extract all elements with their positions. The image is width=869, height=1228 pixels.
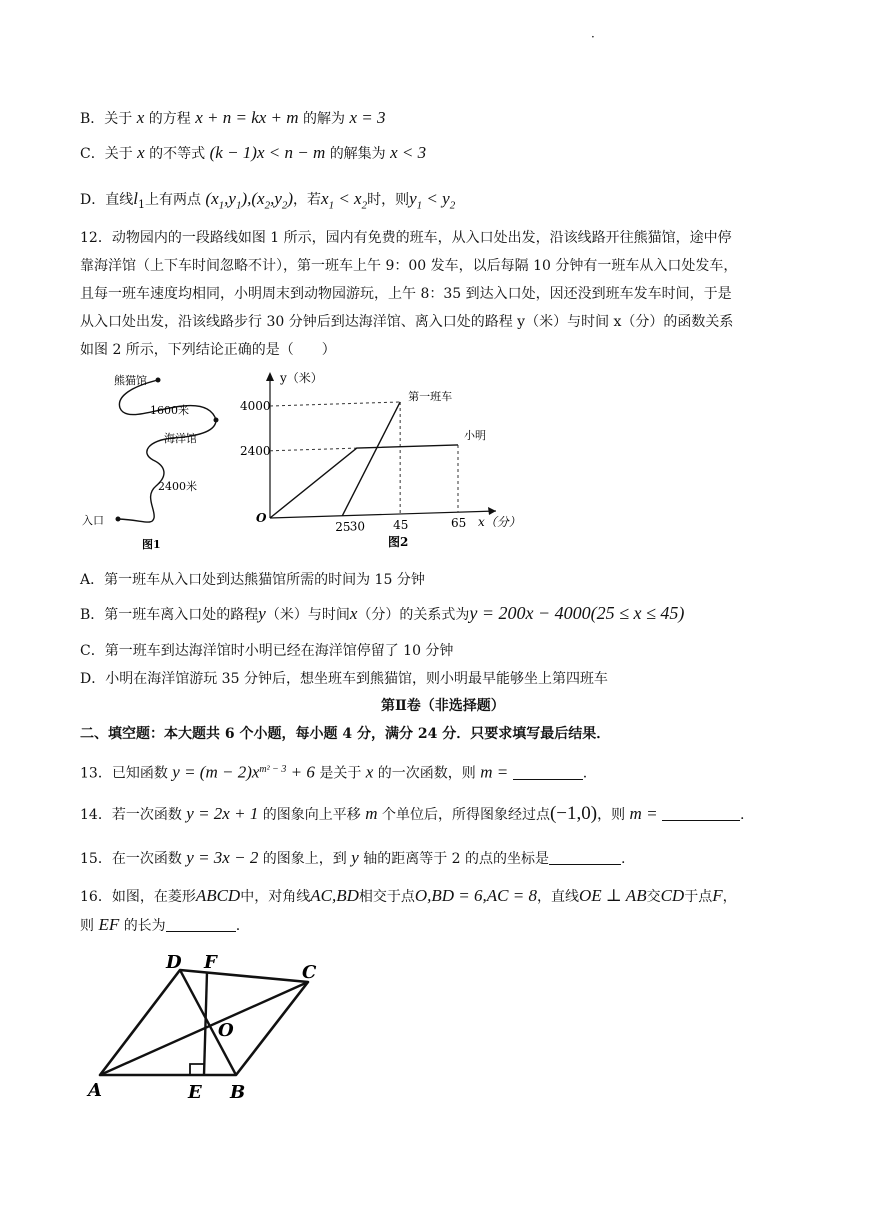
q15 — [80, 848, 626, 869]
q12-option-b-eq: y = 200x − 4000(25 ≤ x ≤ 45) — [469, 603, 685, 623]
q16-end: . — [235, 918, 241, 934]
part-2-title: 第Ⅱ卷（非选择题） — [381, 698, 505, 714]
q14-answer-blank[interactable] — [662, 804, 740, 821]
q12-option-b-y: y — [258, 604, 266, 623]
origin-label: O — [256, 511, 267, 525]
q14-tail: ，则 — [597, 807, 626, 823]
x-axis-label: x（分） — [478, 515, 521, 529]
option-c-tail: 的解集为 — [329, 146, 386, 162]
x-axis-arrow — [488, 507, 496, 515]
q16-l1b: 相交于点 — [358, 889, 415, 905]
q14-pre: 14．若一次函数 — [80, 807, 182, 823]
ocean-label: 海洋馆 — [164, 432, 197, 445]
distance-2-label: 2400米 — [158, 480, 197, 493]
header-dot: · — [591, 30, 595, 44]
q16-l1a: 中，对角线 — [240, 889, 311, 905]
x-tick-45: 45 — [393, 517, 409, 532]
q15-answer-blank[interactable] — [549, 848, 621, 865]
option-d-label: D．直线 — [80, 192, 134, 208]
option-c-var: x — [137, 143, 145, 162]
q16-cd: CD — [660, 886, 685, 905]
option-d-mid: 上有两点 — [144, 192, 201, 208]
y-axis-arrow — [266, 372, 274, 381]
section-2-heading: 二、填空题：本大题共 6 个小题，每小题 4 分，满分 24 分．只要求填写最后结果． — [80, 726, 611, 742]
q16-line2-mid: 的长为 — [123, 918, 166, 934]
option-d-cond-pre: ，若 — [293, 192, 322, 208]
q13-exponent: m² − 3 — [259, 764, 287, 775]
right-angle-mark — [190, 1064, 204, 1075]
q16-condition: O,BD = 6,AC = 8 — [414, 886, 537, 905]
q13-ans-var: m = — [480, 762, 509, 782]
option-c-mid: 的不等式 — [149, 146, 206, 162]
q14-ans-var: m = — [629, 804, 658, 823]
option-d-line: l — [133, 189, 138, 208]
q16-pre: 16．如图，在菱形 — [80, 889, 196, 905]
q13-mid: 是关于 — [319, 765, 362, 782]
figure-2-caption: 图2 — [388, 535, 409, 549]
option-b-label: B．关于 — [80, 111, 133, 127]
q12-option-b — [80, 603, 684, 625]
q13-var: x — [365, 762, 374, 782]
q16-answer-blank[interactable] — [166, 915, 236, 932]
q12-line-5: 如图 2 所示，下列结论正确的是（ ） — [80, 342, 336, 358]
q14 — [80, 804, 744, 825]
entrance-label: 入口 — [82, 514, 104, 527]
q14-mid2: 个单位后，所得图象经过点 — [381, 807, 550, 823]
q16-oe: OE ⊥ AB — [578, 886, 647, 905]
label-d: D — [166, 952, 182, 973]
panda-label: 熊猫馆 — [114, 374, 147, 387]
q15-axis: y — [351, 848, 359, 867]
q16-ef: EF — [98, 915, 120, 934]
option-c — [80, 143, 426, 164]
q14-mid: 的图象向上平移 — [262, 807, 361, 823]
guide-4000 — [270, 402, 400, 406]
option-d — [80, 189, 455, 215]
q16-line-2 — [80, 915, 240, 936]
label-a: A — [88, 1080, 102, 1101]
option-b-eq: x + n = kx + m — [195, 108, 299, 127]
q12-option-c: C．第一班车到达海洋馆时小明已经在海洋馆停留了 10 分钟 — [80, 643, 454, 659]
option-c-answer: x < 3 — [390, 143, 427, 162]
option-b-var: x — [136, 108, 145, 127]
label-c: C — [302, 962, 317, 983]
rhombus-figure — [82, 948, 342, 1108]
q16-line-1 — [80, 886, 737, 907]
route-map-figure — [78, 368, 248, 558]
series-line-2 — [270, 445, 458, 518]
option-d-line-sub: 1 — [137, 197, 145, 211]
q15-tail: 轴的距离等于 2 的点的坐标是 — [363, 851, 550, 867]
q16-f: F — [712, 886, 723, 905]
q12-line-4: 从入口处出发，沿该线路步行 30 分钟后到达海洋馆、离入口处的路程 y（米）与时间 x（分）的函数关系 — [80, 314, 734, 330]
q13-end: . — [582, 765, 588, 782]
option-c-eq: (k − 1)x < n − m — [209, 143, 326, 162]
q12-option-b-mid2: （分）的关系式为 — [357, 607, 470, 623]
q16-line2-pre: 则 — [80, 918, 94, 934]
q16-l1f: ， — [722, 889, 737, 905]
panda-point — [156, 378, 161, 383]
y-tick-2400: 2400 — [240, 443, 271, 458]
q14-point: (−1,0) — [549, 803, 598, 824]
q13-answer-blank[interactable] — [513, 763, 583, 780]
guide-2400 — [270, 448, 357, 451]
q12-option-b-x: x — [349, 604, 358, 623]
ocean-point — [214, 418, 219, 423]
option-c-label: C．关于 — [80, 146, 133, 162]
label-b: B — [230, 1082, 246, 1103]
route-path — [118, 380, 216, 522]
option-b-answer: x = 3 — [349, 108, 386, 127]
figure-1-caption: 图1 — [142, 538, 161, 551]
q14-m: m — [365, 804, 378, 823]
y-axis-label: y（米） — [280, 371, 323, 385]
distance-time-chart — [240, 366, 522, 552]
x-tick-30: 30 — [349, 519, 366, 534]
q15-end: . — [621, 851, 626, 867]
x-tick-25: 25 — [335, 519, 351, 534]
option-b-mid: 的方程 — [148, 111, 191, 127]
q12-line-2: 靠海洋馆（上下车时间忽略不计），第一班车上午 9：00 发车，以后每隔 10 分钟有一班车从入口处发车， — [80, 258, 738, 274]
x-tick-65: 65 — [451, 516, 467, 531]
q12-line-3: 且每一班车速度均相同，小明周末到动物园游玩，上午 8：35 到达入口处，因还没到班车发车时间，于是 — [80, 286, 732, 302]
q12-option-d: D．小明在海洋馆游玩 35 分钟后，想坐班车到熊猫馆，则小明最早能够坐上第四班车 — [80, 671, 608, 687]
series-label-ming: 小明 — [464, 428, 486, 442]
q13-pre: 13．已知函数 — [80, 765, 168, 782]
label-o: O — [218, 1020, 234, 1041]
q13-eq-b: + 6 — [286, 762, 315, 782]
series-label-bus: 第一班车 — [408, 389, 453, 403]
q16-l1e: 于点 — [684, 889, 713, 905]
q12-option-a: A．第一班车从入口处到达熊猫馆所需的时间为 15 分钟 — [80, 572, 425, 588]
q16-diagonals: AC,BD — [310, 886, 359, 905]
q14-eq: y = 2x + 1 — [186, 804, 259, 823]
option-d-result: $y_1 < y_2$ — [409, 189, 456, 212]
q16-rhombus: ABCD — [195, 886, 241, 905]
y-tick-4000: 4000 — [240, 399, 271, 413]
q14-end: . — [740, 807, 745, 823]
label-f: F — [204, 952, 217, 973]
option-d-cond-post: 时，则 — [367, 192, 410, 208]
q12-option-b-mid1: （米）与时间 — [265, 607, 350, 623]
q15-pre: 15．在一次函数 — [80, 851, 182, 867]
q16-l1d: 交 — [646, 889, 661, 905]
q12-line-1: 12．动物园内的一段路线如图 1 所示，园内有免费的班车，从入口处出发，沿该线路开往熊猫馆，途中停 — [80, 230, 732, 246]
option-b-tail: 的解为 — [302, 111, 345, 127]
option-b — [80, 108, 385, 129]
q13 — [80, 760, 587, 784]
q16-l1c: ，直线 — [536, 889, 579, 905]
label-e: E — [188, 1082, 202, 1103]
entrance-point — [116, 517, 121, 522]
line-ef — [204, 972, 207, 1075]
option-d-cond: $x_1 < x_2$ — [321, 189, 368, 212]
distance-1-label: 1600米 — [150, 404, 189, 417]
q13-tail: 的一次函数，则 — [377, 765, 476, 782]
q13-eq-a: y = (m − 2)x — [172, 762, 260, 782]
option-d-points: $(x_1,y_1),(x_2,y_2)$ — [205, 189, 294, 212]
q12-option-b-pre: B．第一班车离入口处的路程 — [80, 607, 259, 623]
q15-eq: y = 3x − 2 — [186, 848, 259, 867]
q15-mid: 的图象上，到 — [262, 851, 347, 867]
series-line-1 — [342, 402, 400, 516]
